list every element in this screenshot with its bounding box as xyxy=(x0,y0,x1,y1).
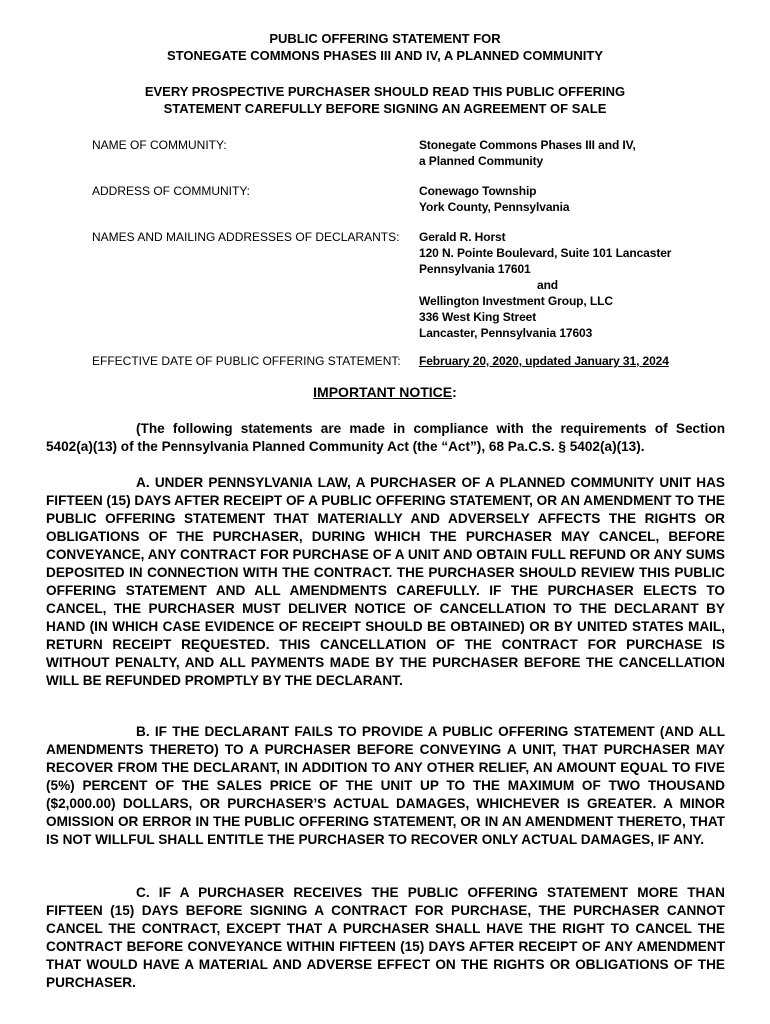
field-label: NAME OF COMMUNITY: xyxy=(92,138,227,152)
paragraph-c: C. IF A PURCHASER RECEIVES THE PUBLIC OFFERING STATEMENT MORE THAN FIFTEEN (15) DAYS BEFORE SIGNING A CONTRACT FOR PURCHASE, THE PURCHASER CANNOT CANCEL THE CONTRACT, EXCEPT THAT A PURCHASER SHALL HAVE THE RIGHT TO CANCEL THE CONTRACT BEFORE CONVEYANCE WITHIN FIFTEEN (15) DAYS AFTER RECEIPT OF ANY AMENDMENT THAT WOULD HAVE A MATERIAL AND ADVERSE EFFECT ON THE RIGHTS OR OBLIGATIONS OF THE PURCHASER. xyxy=(46,885,725,990)
warning-line-1: EVERY PROSPECTIVE PURCHASER SHOULD READ THIS PUBLIC OFFERING xyxy=(144,84,626,99)
intro-paragraph: (The following statements are made in compliance with the requirements of Section 5402(a)(13) of the Pennsylvania Planned Community Act (the “Act”), 68 Pa.C.S. § 5402(a)(13). xyxy=(46,421,725,454)
important-notice-heading: IMPORTANT NOTICE: xyxy=(313,384,457,400)
field-value: Stonegate Commons Phases III and IV, a Planned Community xyxy=(419,138,636,168)
title-line-1: PUBLIC OFFERING STATEMENT FOR xyxy=(269,31,501,46)
paragraph-b: B. IF THE DECLARANT FAILS TO PROVIDE A PUBLIC OFFERING STATEMENT (AND ALL AMENDMENTS THERETO) TO A PURCHASER BEFORE CONVEYING A UNIT, THAT PURCHASER MAY RECOVER FROM THE DECLARANT, IN ADDITION TO ANY OTHER RELIEF, AN AMOUNT EQUAL TO FIVE (5%) PERCENT OF THE SALES PRICE OF THE UNIT UP TO THE MAXIMUM OF TWO THOUSAND ($2,000.00) DOLLARS, OR PURCHASER’S ACTUAL DAMAGES, WHICHEVER IS GREATER. A MINOR OMISSION OR ERROR IN THE PUBLIC OFFERING STATEMENT, OR IN AN AMENDMENT THERETO, THAT IS NOT WILLFUL SHALL ENTITLE THE PURCHASER TO RECOVER ONLY ACTUAL DAMAGES, IF ANY. xyxy=(46,724,725,847)
field-value: Gerald R. Horst 120 N. Pointe Boulevard, Suite 101 Lancaster Pennsylvania 17601 and Wellington Investment Group, LLC 336 West King Street Lancaster, Pennsylvania 17603 xyxy=(419,230,672,340)
title-line-2: STONEGATE COMMONS PHASES III AND IV, A PLANNED COMMUNITY xyxy=(166,48,603,63)
field-label: ADDRESS OF COMMUNITY: xyxy=(92,184,251,198)
field-label: EFFECTIVE DATE OF PUBLIC OFFERING STATEMENT: xyxy=(92,354,401,368)
document-title xyxy=(0,30,770,64)
field-value: February 20, 2020, updated January 31, 2024 xyxy=(419,354,669,368)
field-label: NAMES AND MAILING ADDRESSES OF DECLARANTS: xyxy=(92,230,400,244)
paragraph-a: A. UNDER PENNSYLVANIA LAW, A PURCHASER OF A PLANNED COMMUNITY UNIT HAS FIFTEEN (15) DAYS AFTER RECEIPT OF A PUBLIC OFFERING STATEMENT, OR AN AMENDMENT TO THE PUBLIC OFFERING STATEMENT THAT MATERIALLY AND ADVERSELY AFFECTS THE RIGHTS OR OBLIGATIONS OF THE PURCHASER, DURING WHICH THE PURCHASER MAY CANCEL, BEFORE CONVEYANCE, ANY CONTRACT FOR PURCHASE OF A UNIT AND OBTAIN FULL REFUND OR ANY SUMS DEPOSITED IN CONNECTION WITH THE CONTRACT. THE PURCHASER SHOULD REVIEW THIS PUBLIC OFFERING STATEMENT AND ALL AMENDMENTS CAREFULLY. IF THE PURCHASER ELECTS TO CANCEL, THE PURCHASER MUST DELIVER NOTICE OF CANCELLATION TO THE DECLARANT BY HAND (IN WHICH CASE EVIDENCE OF RECEIPT SHOULD BE OBTAINED) OR BY UNITED STATES MAIL, RETURN RECEIPT REQUESTED. THIS CANCELLATION OF THE CONTRACT FOR PURCHASE IS WITHOUT PENALTY, AND ALL PAYMENTS MADE BY THE PURCHASER BEFORE THE CANCELLATION WILL BE REFUNDED PROMPTLY BY THE DECLARANT. xyxy=(46,475,725,688)
field-value: Conewago Township York County, Pennsylvania xyxy=(419,184,570,214)
warning-line-2: STATEMENT CAREFULLY BEFORE SIGNING AN AGREEMENT OF SALE xyxy=(163,101,607,116)
purchaser-warning xyxy=(0,83,770,117)
